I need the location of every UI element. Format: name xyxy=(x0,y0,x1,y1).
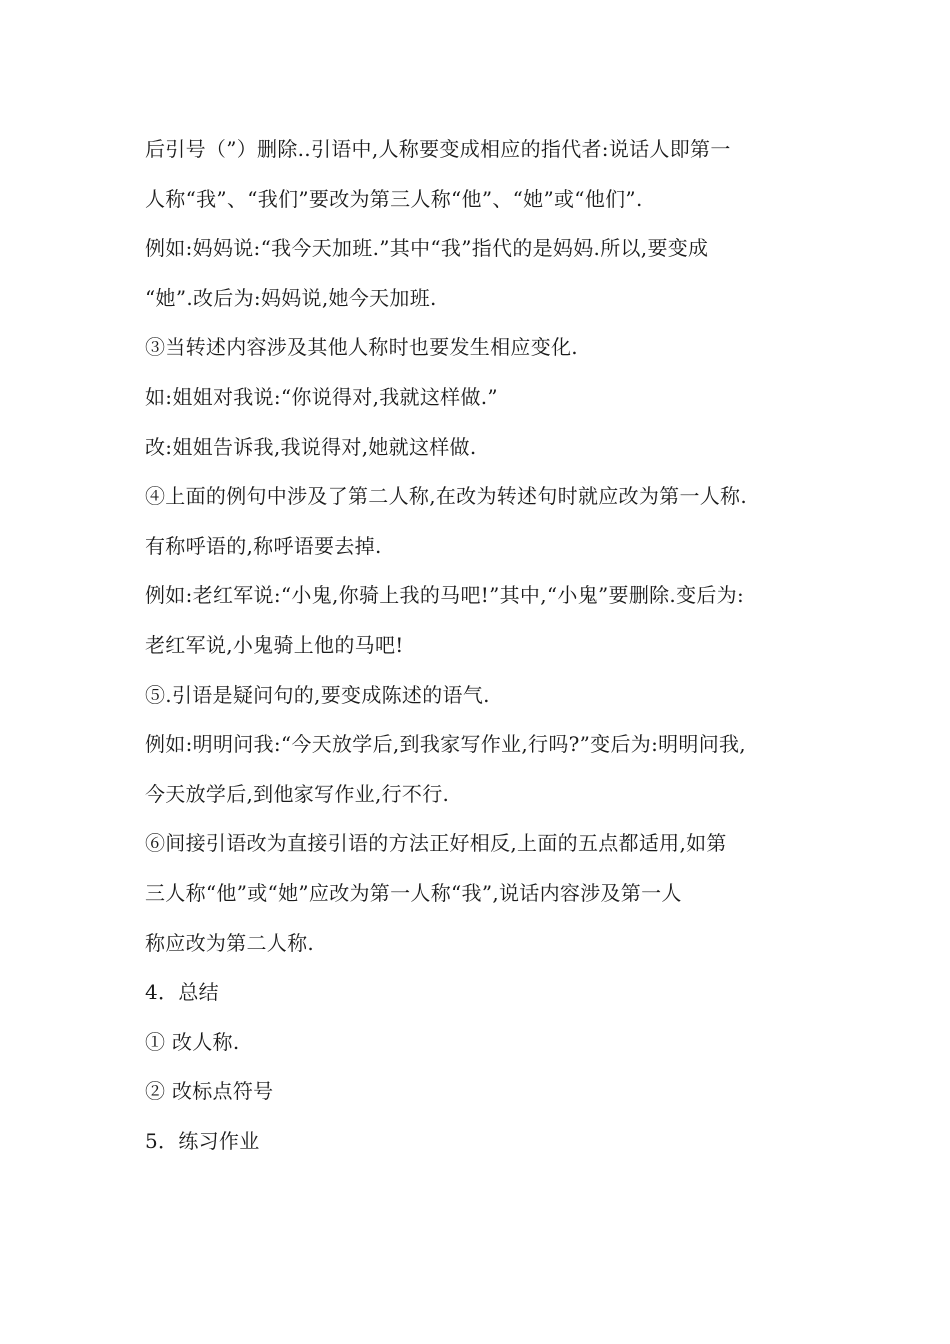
text-line: 例如:明明问我:“今天放学后,到我家写作业,行吗?”变后为:明明问我, xyxy=(145,732,746,757)
list-item: ① 改人称. xyxy=(145,1029,240,1054)
text-line: 今天放学后,到他家写作业,行不行. xyxy=(145,781,450,806)
text-line: ⑤.引语是疑问句的,要变成陈述的语气. xyxy=(145,682,490,707)
text-line: 例如:妈妈说:“我今天加班.”其中“我”指代的是妈妈.所以,要变成 xyxy=(145,236,709,261)
text-line: 如:姐姐对我说:“你说得对,我就这样做.” xyxy=(145,384,498,409)
text-line: ④上面的例句中涉及了第二人称,在改为转述句时就应改为第一人称. xyxy=(145,484,748,509)
list-item: ② 改标点符号 xyxy=(145,1079,274,1104)
text-line: 改:姐姐告诉我,我说得对,她就这样做. xyxy=(145,434,477,459)
text-line: 老红军说,小鬼骑上他的马吧! xyxy=(145,632,404,657)
text-line: 称应改为第二人称. xyxy=(145,930,315,955)
text-line: ③当转述内容涉及其他人称时也要发生相应变化. xyxy=(145,335,578,360)
text-line: “她”.改后为:妈妈说,她今天加班. xyxy=(145,285,437,310)
text-line: ⑥间接引语改为直接引语的方法正好相反,上面的五点都适用,如第 xyxy=(145,831,727,856)
section-heading: 4．总结 xyxy=(145,980,219,1005)
text-line: 例如:老红军说:“小鬼,你骑上我的马吧!”其中,“小鬼”要删除.变后为: xyxy=(145,583,745,608)
section-heading: 5．练习作业 xyxy=(145,1128,260,1153)
text-line: 三人称“他”或“她”应改为第一人称“我”,说话内容涉及第一人 xyxy=(145,880,682,905)
document-body xyxy=(145,125,815,1166)
text-line: 后引号（”）删除..引语中,人称要变成相应的指代者:说话人即第一 xyxy=(145,137,731,161)
text-line: 有称呼语的,称呼语要去掉. xyxy=(145,533,382,558)
text-line: 人称“我”、“我们”要改为第三人称“他”、“她”或“他们”. xyxy=(145,186,643,211)
